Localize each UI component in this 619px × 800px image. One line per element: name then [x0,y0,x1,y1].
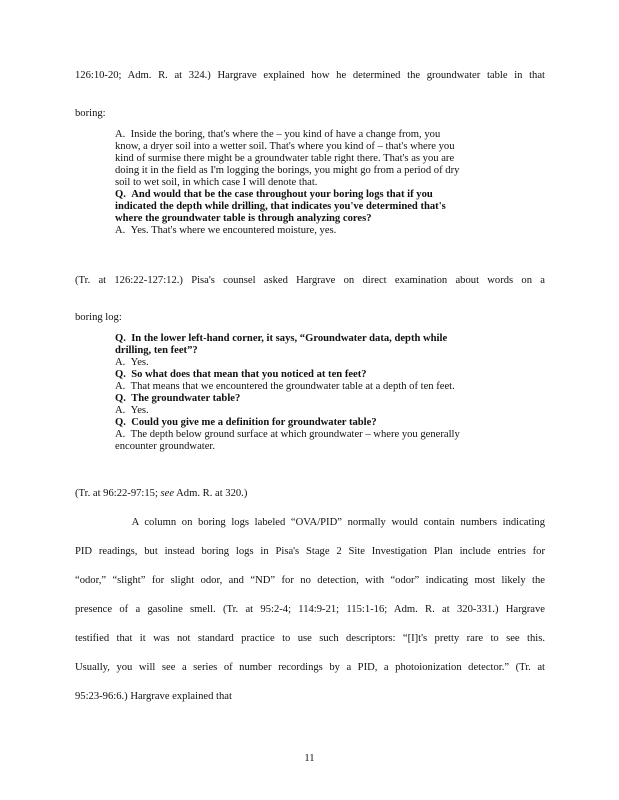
body-line: presence of a gasoline smell. (Tr. at 95:2-4; 114:9-21; 115:1-16; Adm. R. at 320-331.) Hargrave [75,604,545,615]
page-number: 11 [304,753,315,764]
testimony-line [115,213,510,225]
speaker-label: Q. [115,189,126,200]
testimony-line [115,381,510,393]
testimony-line [115,201,510,213]
citation-post: Adm. R. at 320.) [174,488,248,499]
testimony-text: encounter groundwater. [115,441,216,452]
body-line: Usually, you will see a series of number recordings by a PID, a photoionization detector.” (Tr. at [75,662,545,673]
testimony-text: And would that be the case throughout your boring logs that if you [131,189,433,200]
speaker-label: Q. [115,369,126,380]
body-line: (Tr. at 126:22-127:12.) Pisa's counsel asked Hargrave on direct examination about words on a [75,275,545,286]
speaker-label: Q. [115,417,126,428]
citation [75,488,247,500]
speaker-label: A. [115,225,126,236]
speaker-label: A. [115,129,126,140]
testimony-quote-2 [115,333,510,453]
testimony-line [115,417,510,429]
citation-signal: see [160,488,175,499]
testimony-line [115,129,510,141]
testimony-line [115,225,510,237]
testimony-text: drilling, ten feet”? [115,345,198,356]
body-line: PID readings, but instead boring logs in Pisa's Stage 2 Site Investigation Plan include entries for [75,546,545,557]
testimony-line [115,429,510,441]
testimony-text: The groundwater table? [131,393,241,404]
speaker-label: Q. [115,333,126,344]
testimony-line [115,405,510,417]
testimony-line [115,369,510,381]
citation-pre: (Tr. at 96:22-97:15; [75,488,161,499]
testimony-text: kind of surmise there might be a groundwater table right there. That's as you are [115,153,455,164]
testimony-line [115,165,510,177]
testimony-line [115,189,510,201]
body-line: “odor,” “slight” for slight odor, and “ND” for no detection, with “odor” indicating most likely the [75,575,545,586]
testimony-line [115,141,510,153]
testimony-text: know, a dryer soil into a wetter soil. That's where you kind of – that's where you [115,141,455,152]
testimony-quote-1 [115,129,510,237]
testimony-text: Inside the boring, that's where the – you kind of have a change from, you [130,129,441,140]
testimony-text: The depth below ground surface at which groundwater – where you generally [130,429,460,440]
testimony-text: indicated the depth while drilling, that indicates you've determined that's [115,201,446,212]
body-line: testified that it was not standard practice to use such descriptors: “[I]t's pretty rare to see this. [75,633,545,644]
testimony-line [115,153,510,165]
body-line: boring: [75,108,106,119]
testimony-line [115,357,510,369]
testimony-text: So what does that mean that you noticed at ten feet? [131,369,367,380]
testimony-text: Yes. [130,357,149,368]
testimony-text: soil to wet soil, in which case I will denote that. [115,177,318,188]
body-line: A column on boring logs labeled “OVA/PID” normally would contain numbers indicating [75,517,545,528]
testimony-line [115,177,510,189]
body-line: boring log: [75,312,122,323]
testimony-text: Yes. That's where we encountered moisture, yes. [130,225,337,236]
speaker-label: A. [115,381,126,392]
testimony-line [115,441,510,453]
body-line: 126:10-20; Adm. R. at 324.) Hargrave explained how he determined the groundwater table in that [75,70,545,81]
testimony-text: doing it in the field as I'm logging the borings, you might go from a period of dry [115,165,460,176]
speaker-label: A. [115,357,126,368]
testimony-text: where the groundwater table is through analyzing cores? [115,213,372,224]
body-line: 95:23-96:6.) Hargrave explained that [75,691,232,702]
testimony-text: That means that we encountered the groundwater table at a depth of ten feet. [130,381,455,392]
testimony-text: Yes. [130,405,149,416]
testimony-line [115,333,510,345]
testimony-line [115,393,510,405]
testimony-text: Could you give me a definition for groundwater table? [131,417,377,428]
speaker-label: A. [115,429,126,440]
speaker-label: A. [115,405,126,416]
testimony-text: In the lower left-hand corner, it says, “Groundwater data, depth while [131,333,448,344]
speaker-label: Q. [115,393,126,404]
testimony-line [115,345,510,357]
